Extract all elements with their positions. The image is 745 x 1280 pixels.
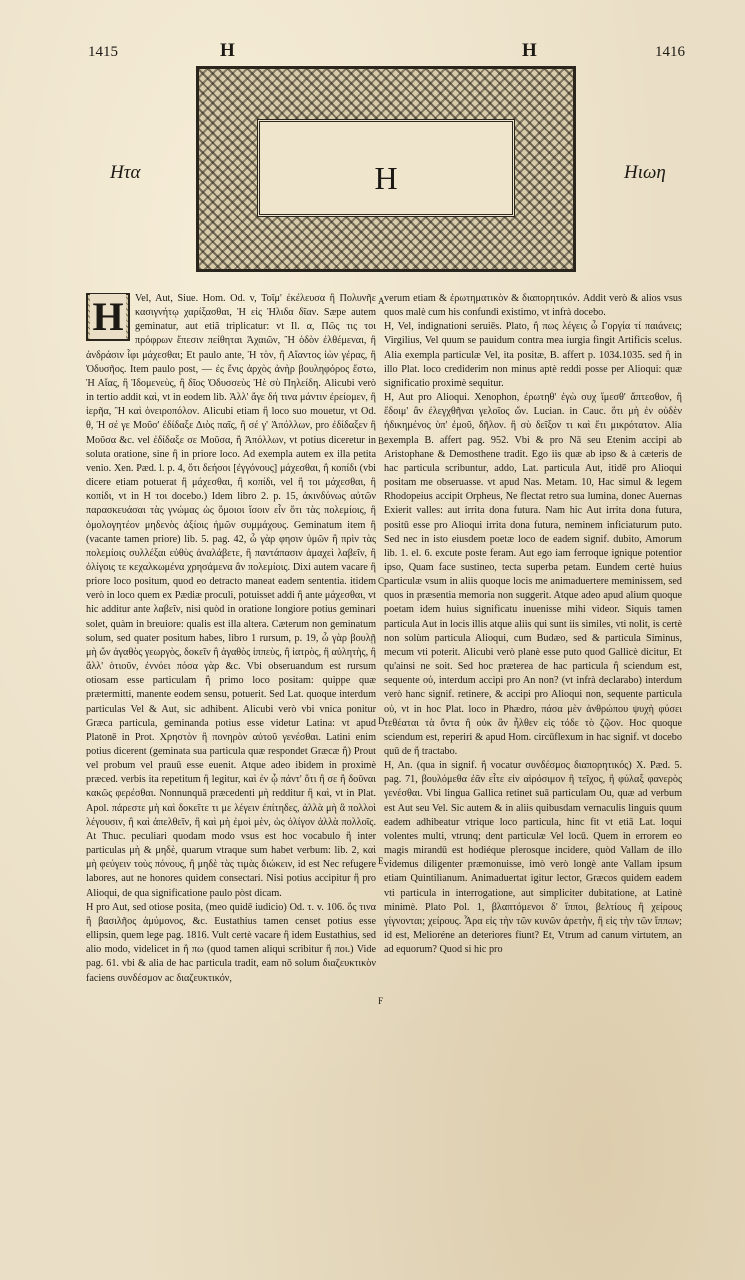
ornament-panel <box>257 119 515 217</box>
margin-letter-f: F <box>378 996 384 1006</box>
page-number-left: 1415 <box>88 44 118 60</box>
initial-letter: H <box>92 294 124 339</box>
decorated-initial <box>86 293 130 341</box>
left-column <box>86 292 376 986</box>
margin-letter-a: A <box>378 296 385 306</box>
margin-letter-d: D <box>378 716 385 726</box>
section-head-left: Hτα <box>110 162 141 183</box>
page-number-right: 1416 <box>655 44 685 60</box>
running-letter-right: H <box>522 40 537 61</box>
margin-letter-c: C <box>378 576 385 586</box>
right-column <box>384 292 682 957</box>
ornament-letter: H <box>374 160 398 196</box>
margin-letter-e: E <box>378 856 384 866</box>
left-column-text: Vel, Aut, Siue. Hom. Od. v, Τοῖμ' ἐκέλευσα ἢ Πολυνῆε κασιγνήτῳ χαρίξασθαι, Ἠ εἰς Ἠλιδα δῖαν. Sæpe autem geminatur, aut etiã triplicatur: vt Il. α, Πῶς τις τοι πρόφρων ἔπεσιν πείθηται Ἀχαιῶν, Ἢ ὁδὸν ἐλθέμεναι, ἢ ἀνδράσιν ἶφι μάχεσθαι; Et paulo ante, Ἠ τὸν, ἢ Αἴαντος ἰὼν γέρας, ἢ Ὀδυσῆος. Item paulo post, — ἐς ἕνις ἀρχὸς ἀνὴρ βουληφόρος ἔστω, Ἠ Αἴας, ἢ Ἰδομενεὺς, ἢ δῖος Ὀδυσσεὺς Ἠὲ σὺ Πηλείδη. Alicubi verò in tertio addit καὶ, vt in eodem lib. Ἀλλ' ἄγε δή τινα μάντιν ἐρείομεν, ἢ ἱερῆα, Ἢ καὶ ὀνειροπόλον. Alicubi etiam ἢ loco suo mouetur, vt Od. θ, Ἠ σέ γε Μοῦσ' ἐδίδαξε Διὸς παῖς, ἢ σέ γ' Ἀπόλλων, pro ἐδίδαξεν ἢ Μοῦσα &c. vel ἐδίδαξε σε Μοῦσα, ἢ Ἀπόλλων, vt potius diceretur in soluta oratione, sine ἢ in priore loco. Ad exempla autem ex illa petita venio. Xen. Pæd. l. p. 4, ὅτι δεήσοι [ἐγγόνους] μάχεσθαι, ἢ κοπίδι (vbi dicere etiam potuerat ἢ μάχεσθαι, ἢ κοπίδι, vel ἢ τοι μάχεσθαι, ἢ κοπίδι, vt in H τοι docebo.) Idem libro 2. p. 15, ἀκινδύνως αὐτῶν παρασκευάσαι τὰς γνώμας ὡς ὅμοιοι ἴσοιν εἶν ὅτι τὰς πολεμίοις, ἢ ὁμολογητέον μηδενὸς ἀξίοις ἡμῶν συμμάχους. Geminatum item ἢ (vacante tamen priore) lib. 5. pag. 42, ὦ γὰρ φησιν ὑμῶν ἢ πρὶν τὰς πολεμίοις συλλέξαι εὐθὺς ἀναλάβετε, ἢ παντάπασιν ἀμαχεὶ λαβεῖν, ἢ ὀλίγοις τε κεχαλκωμένα χρησάμενα ἂν πολεμίοις. Dixi autem vacare ἢ priore loco positum, quod eo detracto maneat eadem sententia. itidem verò in loco quem ex Pædiæ proculi, potuisset addi ἢ ante μάχεσθαι, vt hic additur ante λαβεῖν, nisi quòd in oratione longiore potius geminari solet, quàm in breuiore: qualis est illa altera. Cæterum non geminatum solum, sed quater positum habes, libro 1 rursum, p. 19, ὦ γὰρ βουλῇ μὴ ὤν ἀγαθὸς γεωργὸς, δοκεῖν ἢ ἀγαθὸς ἱππεὺς, ἢ ἰατρὸς, ἢ αὐλητὴς, ἢ ἄλλ' ὁτιοῦν, ἐννόει πόσα γὰρ &c. Vbi obseruandum est rursum otiosam esse particulam ἢ primo loco positam: quippe quæ prætermitti, manente eodem sensu, potuerit. Sed Lat. quoque interdum particulas Vel & Aut, sic adhibent. Alicubi verò vbi vnica ponitur Græca particula, geminanda potius esse videtur Latina: vt apud Platonē in Prot. Χρηστὸν ἢ πονηρὸν αὐτοῦ γενέσθαι. Latini enim potius dicerent (geminata sua particula quæ respondet Græcæ ἢ) Prout vel probum vel prauū esse euenit. Atque adeo ibidem in proximè præced. verbis ita repetitum ἢ legitur, καὶ ἐν ᾧ πάντ' ὅτι ἢ σε ἢ δοῦναι κακῶς φερέσθαι. Nonnunquā præcedenti μὴ redditur ἢ καὶ, vt in Plat. Apol. πάρεστε μὴ καὶ δοκεῖτε τι με λέγειν ἐπίτηδες, ἀλλὰ μὴ ἃ πολλοὶ λέγουσιν, ἢ καὶ ἀπελθεῖν, ἢ καὶ μὴ ἐμοὶ μὲν, ὡς ὀλίγον ἀλλὰ πολλοῖς. At Thuc. peculiari quodam modo vsus est hoc vocabulo ἢ inter particulas μὴ & μηδὲ, quarum vtraque sum habet verbum: lib. 2, καὶ μὴ φεύγειν τοὺς πόνους, ἢ μηδὲ τὰς τιμὰς διώκειν, id est Nec refugere labores, aut ne honores quidem consectari. Nisi potius accipitur ἢ pro Alioqui, de qua significatione paulo pòst dicam. H pro Aut, sed otiose posita, (meo quidē iudicio) Od. τ. v. 106. ὅς τινα ἢ βασιλῆος ἀμύμονος, &c. Eustathius tamen censet potius esse ellipsin, quem lege pag. 1816. Vult certè vacare ἢ idem Eustathius, sed alio modo, videlicet in ἢ πω (quod tamen aliqui scribitur ἢ ποι.) Vide pag. 61. vbi & alia de hac particula tradit, eam nō solum διαζευκτικὸν faciens συνδέσμον ac διαζευκτικόν, <box>86 293 376 984</box>
ornamental-frame <box>196 66 576 272</box>
section-head-right: Hιωη <box>624 162 666 183</box>
right-column-text: verum etiam & ἐρωτηματικὸν & διαπορητικόν. Addit verò & alios vsus quos malè cum his confundi existimo, vt infrà docebo. H, Vel, indignationi seruiēs. Plato, ἢ πως λέγεις ὦ Γοργία τί παιάνεις; Virgilius, Vel quum se pauidum contra mea iurgia fingit Artificis scelus. Alia exempla particulæ Vel, ita positæ, B. affert p. 1034.1035. sed ἢ in illo Plat. loco crediderim non minus aptè reddi posse per Alioqui: quæ significatio proximè sequitur. H, Aut pro Alioqui. Xenophon, ἐρωτηθ' ἐγὼ συχ ἵμεσθ' ἄπτεσθον, ἢ ἔδοιμ' ἂν ἐλεγχθῆναι γελοῖος ὤν. Lucian. in Cauc. ὅτι μὴ ἐν οὐδὲν ἠδικημένος ὑπ' ἐμοῦ, δῆλον. ἢ σὺ δεῖξον τι καὶ ἔτι μικρότατον. Alia exempla B. affert pag. 952. Vbi & pro Nā seu Etenim accipi ab Aristophane & Demosthene tradit. Ego iis quæ ab ipso & à cæteris de hac particula scribuntur, addo, Lat. particula Aut, itidē pro Alioqui positam me obseruasse. vt apud Nas. Metam. 10, Hac simul & legem Rhodopeius accipit Orpheus, Ne flectat retro sua lumina, donec Auernas Exierit valles: aut irrita dona futura. Nam hic Aut irrita dona futura, positū esse pro Alioqui irrita dona futura, neminem inficiaturum puto. Sed nec in isto eiusdem poetæ loco de eadem signif. dubito, Amorum lib. 1. el. 6. excute poste feram. Aut ego iam ferroque ignique potentior ipso, Quam face sustineo, tecta superba petam. Eundem certè huius particulæ vsum in aliis quoque locis me animaduertere meminissem, sed quos in præsentia memoria non suggerit. Atque adeo apud alium quoque poetam idem huius significatu inuenisse mihi videor. Siquis tamen particula Aut in locis illis atque aliis qui sunt iis similes, vti nolit, is certè non solùm particula Alioqui, cum Budæo, sed & particula Siminus, mecum vti poterit. Alicubi verò planè esse puto quod Gallicè dicitur, Et qu'ainsi ne soit. Sed hoc præterea de hac particula ἢ sciendum est, sequente οὐ, interdum accipi pro An non? (vt infrà declarabo) interdum verò hanc signif. retinere, & accipi pro Alioqui non, sequente particula οὐ, vt in hoc Plat. loco in Phædro, πάσα μὲν ἀνθρώπου ψυχὴ φύσει τεθέαται τὰ ὄντα ἢ οὐκ ἂν ἦλθεν εἰς τόδε τὸ ζῷον. Hoc quoque sciendum est, reperiri & apud Hom. circūflexum in hac signif. vt docebo quū de ἤ tractabo. H, An. (qua in signif. ἢ vocatur συνδέσμος διαπορητικός) X. Pæd. 5. pag. 71, βουλόμεθα ἐᾶν εἶτε εἰν αἱρόσιμον ἢ τεῖχος, ἢ φύλαξ φανερὸς γενέσθαι. Vbi lingua Gallica retinet suā particulam Ou, quæ ad verbum est Aut seu Vel. Sic autem & in aliis quibusdam vernaculis linguis quum eadem adhibeatur vtrique loco particula, hinc fit vt etiā Lat. loqui volentes multi, vtrunq; dent particulæ Vel locū. Quem in errorem eo magis mirandū est hodiéque plerosque incidere, quòd Vallam de illo videmus diligenter præmonuisse, imò verò longè ante Vallam ipsum etiam Quintilianum. Animaduertat igitur lector, Græcos quidem eadem vti particula in interrogatione, aut simpliciter dubitatione, at Latinè minimè. Plato Pol. 1, βλαπτόμενοι δ' ἵπποι, βελτίους ἢ χείρους γίγνονται; χείρους. Ἆρα εἰς τὴν τῶν κυνῶν ἀρετὴν, ἢ εἰς τὴν τῶν ἵππων; id est, Melioréne an deteriores fiunt? Et, Vtrum ad canum virtutem, an ad equorum? Quod si hic pro <box>384 293 682 956</box>
running-letter-left: H <box>220 40 235 61</box>
margin-letter-b: B <box>378 436 385 446</box>
